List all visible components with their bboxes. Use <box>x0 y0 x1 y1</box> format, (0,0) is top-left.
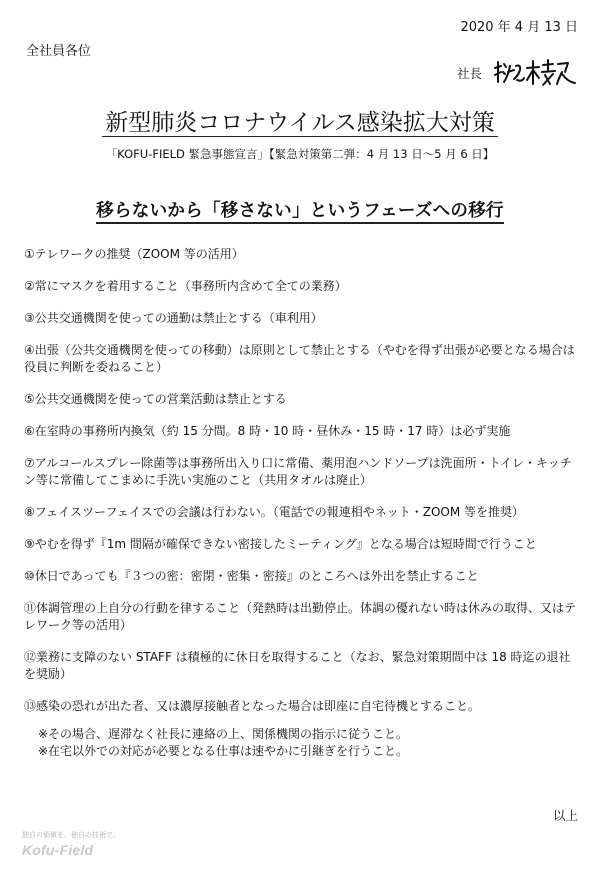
measure-item-1: ①テレワークの推奨（ZOOM 等の活用） <box>24 247 244 261</box>
measure-item-5: ⑤公共交通機関を使っての営業活動は禁止とする <box>24 392 287 406</box>
measures-list <box>24 246 582 730</box>
closing-mark: 以上 <box>552 808 578 823</box>
notes-block <box>38 726 408 760</box>
measure-item-10: ⑩休日であっても『３つの密：密閉・密集・密接』のところへは外出を禁止すること <box>24 569 479 583</box>
phase-heading <box>0 197 600 222</box>
logo-wordmark: Kofu-Field <box>22 842 94 858</box>
measure-item-3: ③公共交通機関を使っての通勤は禁止とする（車利用） <box>24 311 323 325</box>
document-title <box>0 108 600 138</box>
company-logo <box>22 830 120 858</box>
note-line: ※その場合、遅滞なく社長に連絡の上、関係機関の指示に従うこと。 <box>38 727 409 741</box>
measure-item-6: ⑥在室時の事務所内換気（約 15 分間。8 時・10 時・昼休み・15 時・17 時）は必ず実施 <box>24 424 511 438</box>
logo-tagline: 独自の価値を、独自の技術で。 <box>22 831 120 839</box>
measure-item-9: ⑨やむを得ず『1m 間隔が確保できない密接したミーティング』となる場合は短時間で行うこと <box>24 537 537 551</box>
document-date: 2020 年 4 月 13 日 <box>460 20 578 35</box>
signer-block <box>457 58 578 88</box>
phase-heading-text: 移らないから「移さない」というフェーズへの移行 <box>96 201 504 224</box>
recipient-line: 全社員各位 <box>26 44 92 59</box>
measure-item-11: ⑪体調管理の上自分の行動を律すること（発熱時は出勤停止。体調の優れない時は休みの取得、又はテレワーク等の活用） <box>24 601 577 632</box>
measure-item-7: ⑦アルコールスプレー除菌等は事務所出入り口に常備、薬用泡ハンドソープは洗面所・トイレ・キッチン等に常備してこまめに手洗い実施のこと（共用タオルは廃止） <box>24 456 572 487</box>
document-subtitle: 「KOFU-FIELD 緊急事態宣言」【緊急対策第二弾：4 月 13 日～5 月 6 日】 <box>105 147 495 161</box>
measure-item-4: ④出張（公共交通機関を使っての移動）は原則として禁止とする（やむを得ず出張が必要となる場合は役員に判断を委ねること） <box>24 343 575 374</box>
measure-item-2: ②常にマスクを着用すること（事務所内含めて全ての業務） <box>24 279 347 293</box>
document-title-text: 新型肺炎コロナウイルス感染拡大対策 <box>102 110 498 137</box>
handwritten-signature <box>492 58 578 88</box>
signer-title: 社長 <box>456 66 482 81</box>
measure-item-12: ⑫業務に支障のない STAFF は積極的に休日を取得すること（なお、緊急対策期間中は 18 時迄の退社を奨励） <box>24 650 571 681</box>
note-line: ※在宅以外での対応が必要となる仕事は速やかに引継ぎを行うこと。 <box>38 744 409 758</box>
measure-item-13: ⑬感染の恐れが出た者、又は濃厚接触者となった場合は即座に自宅待機とすること。 <box>24 699 481 713</box>
measure-item-8: ⑧フェイスツーフェイスでの会議は行わない。（電話での報連相やネット・ZOOM 等を推奨） <box>24 505 525 519</box>
